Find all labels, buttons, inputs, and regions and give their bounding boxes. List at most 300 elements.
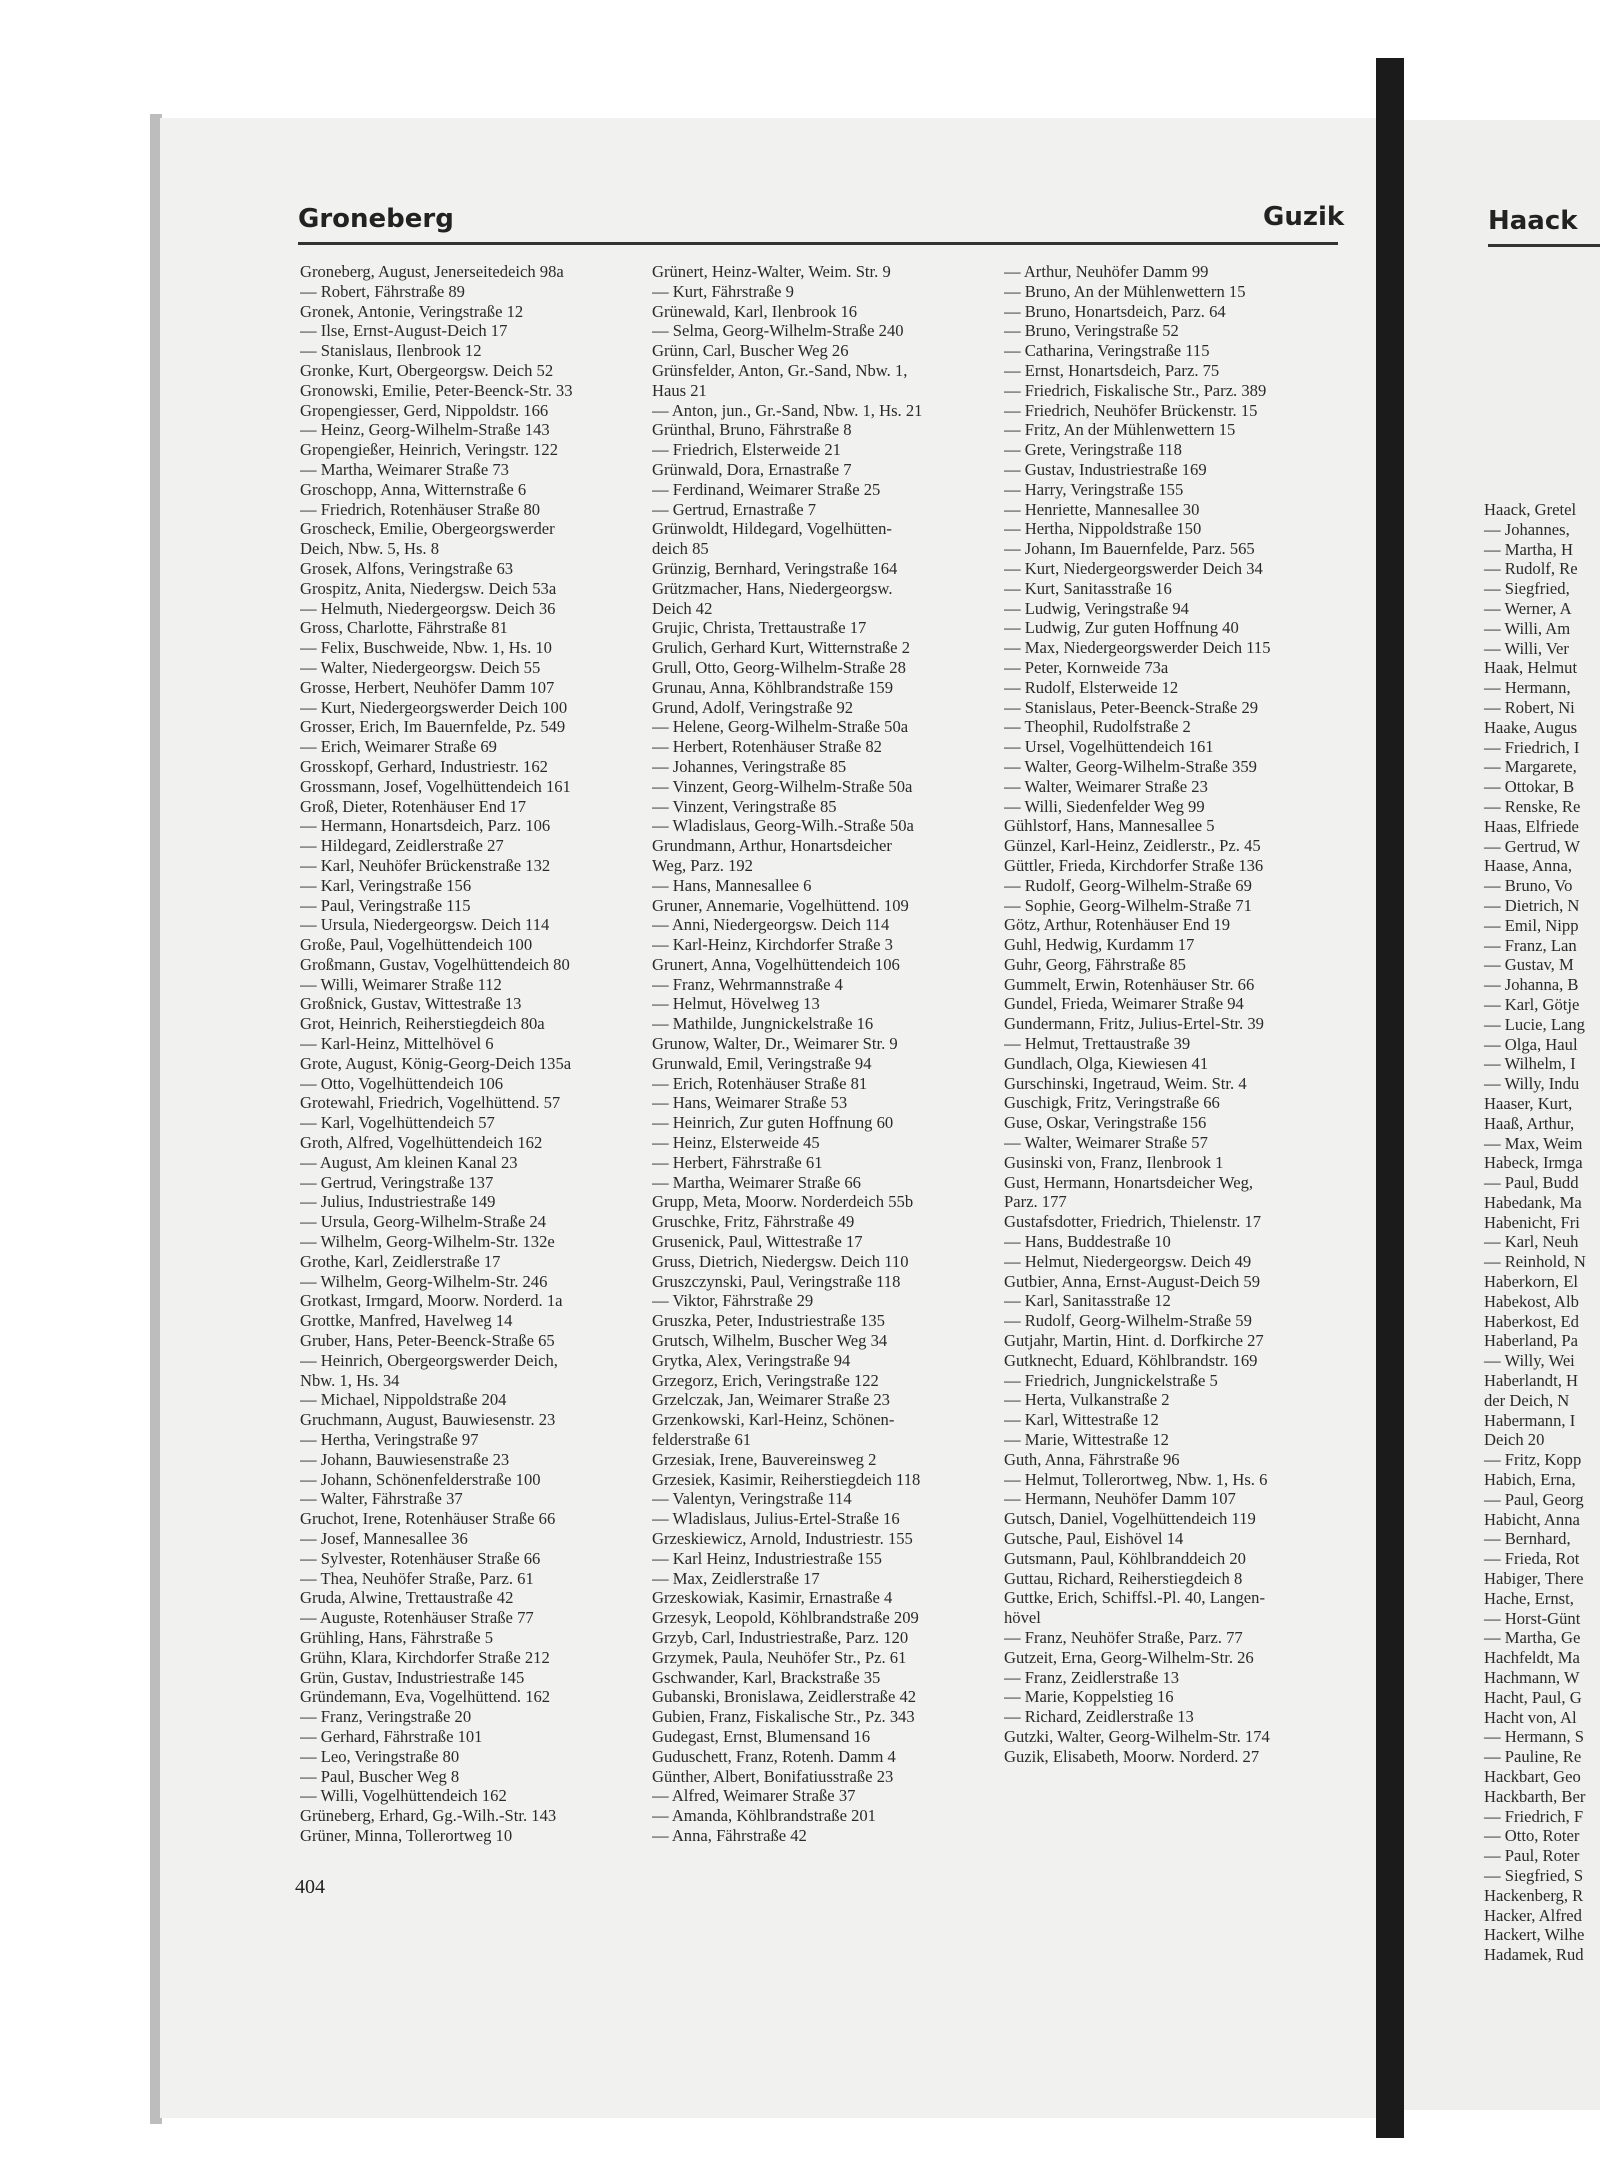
directory-entry: — Max, Weim [1484, 1133, 1583, 1153]
directory-entry: Grosek, Alfons, Veringstraße 63 [300, 558, 514, 578]
directory-entry: Guth, Anna, Fährstraße 96 [1004, 1449, 1180, 1469]
directory-entry: Grunwald, Emil, Veringstraße 94 [652, 1053, 872, 1073]
directory-entry: — Franz, Veringstraße 20 [300, 1707, 472, 1727]
directory-entry: Grünthal, Bruno, Fährstraße 8 [652, 420, 852, 440]
directory-entry: — Heinz, Georg-Wilhelm-Straße 143 [300, 420, 550, 440]
directory-entry: — Michael, Nippoldstraße 204 [300, 1390, 507, 1410]
directory-entry: Grunert, Anna, Vogelhüttendeich 106 [652, 954, 900, 974]
next-page-column [1484, 500, 1586, 1965]
directory-entry: Gubanski, Bronislawa, Zeidlerstraße 42 [652, 1687, 917, 1707]
directory-entry: — Olga, Haul [1484, 1034, 1578, 1054]
directory-entry: — Gertrud, W [1484, 836, 1581, 856]
directory-entry: Grünn, Carl, Buscher Weg 26 [652, 341, 849, 361]
directory-entry: — Bruno, Veringstraße 52 [1004, 321, 1179, 341]
directory-entry: Hacht von, Al [1484, 1707, 1577, 1727]
directory-entry: — Walter, Niedergeorgsw. Deich 55 [300, 657, 541, 677]
directory-entry: — Frieda, Rot [1484, 1549, 1580, 1569]
directory-entry: Guzik, Elisabeth, Moorw. Norderd. 27 [1004, 1746, 1260, 1766]
directory-entry: — Henriette, Mannesallee 30 [1004, 499, 1200, 519]
directory-entry: Haberlandt, H [1484, 1371, 1578, 1391]
directory-entry: — Horst-Günt [1484, 1608, 1581, 1628]
directory-entry: Groth, Alfred, Vogelhüttendeich 162 [300, 1133, 543, 1153]
directory-entry: Guse, Oskar, Veringstraße 156 [1004, 1113, 1207, 1133]
directory-entry: — Bruno, An der Mühlenwettern 15 [1004, 281, 1246, 301]
directory-entry: — Ilse, Ernst-August-Deich 17 [300, 321, 508, 341]
directory-entry: — Anni, Niedergeorgsw. Deich 114 [652, 915, 890, 935]
directory-entry: Guduschett, Franz, Rotenh. Damm 4 [652, 1746, 896, 1766]
next-page-header: Haack [1488, 206, 1578, 236]
directory-entry: — Fritz, An der Mühlenwettern 15 [1004, 420, 1236, 440]
directory-entry: Gruchot, Irene, Rotenhäuser Straße 66 [300, 1509, 556, 1529]
directory-entry: — Franz, Lan [1484, 935, 1577, 955]
directory-entry: Grot, Heinrich, Reiherstiegdeich 80a [300, 1014, 545, 1034]
directory-entry: Grull, Otto, Georg-Wilhelm-Straße 28 [652, 657, 906, 677]
directory-entry: — Gerhard, Fährstraße 101 [300, 1726, 483, 1746]
directory-entry: — Paul, Roter [1484, 1846, 1580, 1866]
directory-entry: Grote, August, König-Georg-Deich 135a [300, 1053, 572, 1073]
directory-entry: Haas, Elfriede [1484, 816, 1579, 836]
directory-entry: — Wilhelm, Georg-Wilhelm-Str. 132e [300, 1232, 555, 1252]
directory-entry: — Helmut, Niedergeorgsw. Deich 49 [1004, 1251, 1252, 1271]
directory-entry: — Werner, A [1484, 598, 1572, 618]
directory-entry: Grundmann, Arthur, Honartsdeicher [652, 836, 892, 856]
directory-entry: — Friedrich, Elsterweide 21 [652, 440, 841, 460]
directory-entry: Gutjahr, Martin, Hint. d. Dorfkirche 27 [1004, 1331, 1264, 1351]
directory-entry: Gudegast, Ernst, Blumensand 16 [652, 1726, 870, 1746]
directory-entry: — Felix, Buschweide, Nbw. 1, Hs. 10 [300, 638, 552, 658]
directory-entry: — Viktor, Fährstraße 29 [652, 1291, 814, 1311]
directory-entry: Gusinski von, Franz, Ilenbrook 1 [1004, 1152, 1224, 1172]
directory-entry: Güttler, Frieda, Kirchdorfer Straße 136 [1004, 855, 1264, 875]
next-page [1404, 120, 1600, 2110]
directory-entry: — Stanislaus, Peter-Beenck-Straße 29 [1004, 697, 1259, 717]
directory-entry: — Peter, Kornweide 73a [1004, 657, 1169, 677]
directory-entry: Gschwander, Karl, Brackstraße 35 [652, 1667, 881, 1687]
directory-entry: — Paul, Buscher Weg 8 [300, 1766, 460, 1786]
directory-entry: Hacker, Alfred [1484, 1905, 1582, 1925]
directory-entry: — Ursula, Niedergeorgsw. Deich 114 [300, 915, 550, 935]
directory-entry: Nbw. 1, Hs. 34 [300, 1370, 400, 1390]
directory-entry: Gühlstorf, Hans, Mannesallee 5 [1004, 816, 1215, 836]
directory-entry: — Helmut, Trettaustraße 39 [1004, 1034, 1191, 1054]
directory-entry: — Willy, Wei [1484, 1351, 1575, 1371]
directory-entry: — Friedrich, Jungnickelstraße 5 [1004, 1370, 1218, 1390]
directory-entry: — Fritz, Kopp [1484, 1450, 1582, 1470]
directory-entry: Groscheck, Emilie, Obergeorgswerder [300, 519, 555, 539]
directory-entry: Groneberg, August, Jenerseitedeich 98a [300, 262, 564, 281]
directory-entry: Grünsfelder, Anton, Gr.-Sand, Nbw. 1, [652, 360, 908, 380]
directory-entry: — Kurt, Niedergeorgswerder Deich 34 [1004, 558, 1263, 578]
directory-entry: — Hermann, Neuhöfer Damm 107 [1004, 1489, 1236, 1509]
directory-entry: — Otto, Roter [1484, 1826, 1580, 1846]
directory-entry: — Ursel, Vogelhüttendeich 161 [1004, 737, 1214, 757]
directory-entry: Grotewahl, Friedrich, Vogelhüttend. 57 [300, 1093, 561, 1113]
directory-entry: — Ernst, Honartsdeich, Parz. 75 [1004, 360, 1220, 380]
directory-entry: — Walter, Weimarer Straße 57 [1004, 1133, 1208, 1153]
directory-entry: Habicht, Anna [1484, 1509, 1580, 1529]
directory-entry: Großmann, Gustav, Vogelhüttendeich 80 [300, 954, 570, 974]
directory-entry: Weg, Parz. 192 [652, 855, 753, 875]
directory-entry: — Robert, Fährstraße 89 [300, 281, 465, 301]
directory-entry: — Sophie, Georg-Wilhelm-Straße 71 [1004, 895, 1252, 915]
directory-entry: Haberkost, Ed [1484, 1311, 1579, 1331]
directory-entry: Gutzeit, Erna, Georg-Wilhelm-Str. 26 [1004, 1647, 1254, 1667]
directory-entry: Guhr, Georg, Fährstraße 85 [1004, 954, 1186, 974]
directory-entry: Deich 20 [1484, 1430, 1545, 1450]
directory-entry: — Margarete, [1484, 757, 1577, 777]
directory-entry: Guschigk, Fritz, Veringstraße 66 [1004, 1093, 1220, 1113]
directory-entry: Hackenberg, R [1484, 1885, 1584, 1905]
directory-entry: — Rudolf, Re [1484, 559, 1578, 579]
directory-entry: — Johann, Bauwiesenstraße 23 [300, 1449, 510, 1469]
directory-entry: — Johanna, B [1484, 975, 1579, 995]
directory-entry: Grupp, Meta, Moorw. Norderdeich 55b [652, 1192, 914, 1212]
directory-entry: — Gustav, M [1484, 955, 1574, 975]
directory-entry: Hachfeldt, Ma [1484, 1648, 1580, 1668]
directory-entry: Habeck, Irmga [1484, 1153, 1583, 1173]
directory-entry: Grühn, Klara, Kirchdorfer Straße 212 [300, 1647, 550, 1667]
directory-entry: — Kurt, Sanitasstraße 16 [1004, 578, 1172, 598]
directory-entry: — Franz, Neuhöfer Straße, Parz. 77 [1004, 1627, 1243, 1647]
directory-entry: — Friedrich, Fiskalische Str., Parz. 389 [1004, 380, 1267, 400]
directory-entry: — Herbert, Rotenhäuser Straße 82 [652, 737, 882, 757]
directory-entry: — Bernhard, [1484, 1529, 1571, 1549]
header-right-keyword: Guzik [1263, 202, 1345, 232]
directory-entry: Hadamek, Rud [1484, 1945, 1584, 1965]
directory-entry: Grzesiak, Irene, Bauvereinsweg 2 [652, 1449, 877, 1469]
directory-entry: Haak, Helmut [1484, 658, 1578, 678]
directory-entry: Götz, Arthur, Rotenhäuser End 19 [1004, 915, 1231, 935]
directory-entry: — Sylvester, Rotenhäuser Straße 66 [300, 1548, 541, 1568]
directory-entry: Gronek, Antonie, Veringstraße 12 [300, 301, 524, 321]
directory-entry: Große, Paul, Vogelhüttendeich 100 [300, 935, 533, 955]
directory-entry: Gruszka, Peter, Industriestraße 135 [652, 1311, 885, 1331]
directory-entry: Gundermann, Fritz, Julius-Ertel-Str. 39 [1004, 1014, 1264, 1034]
directory-entry: — Wladislaus, Julius-Ertel-Straße 16 [652, 1509, 900, 1529]
directory-entry: Grujic, Christa, Trettaustraße 17 [652, 618, 867, 638]
directory-entry: Haake, Augus [1484, 717, 1578, 737]
directory-entry: Habekost, Alb [1484, 1291, 1579, 1311]
directory-entry: Hacht, Paul, G [1484, 1687, 1582, 1707]
directory-entry: — Harry, Veringstraße 155 [1004, 479, 1184, 499]
directory-entry: Gutbier, Anna, Ernst-August-Deich 59 [1004, 1271, 1261, 1291]
directory-entry: Gruner, Annemarie, Vogelhüttend. 109 [652, 895, 909, 915]
directory-entry: — Karl, Neuh [1484, 1232, 1579, 1252]
directory-entry: — Herta, Vulkanstraße 2 [1004, 1390, 1170, 1410]
directory-entry: Gust, Hermann, Honartsdeicher Weg, [1004, 1172, 1254, 1192]
directory-entry: — Otto, Vogelhüttendeich 106 [300, 1073, 504, 1093]
directory-entry: Grünwoldt, Hildegard, Vogelhütten- [652, 519, 892, 539]
directory-entry: — Karl, Wittestraße 12 [1004, 1410, 1159, 1430]
directory-entry: — Karl Heinz, Industriestraße 155 [652, 1548, 882, 1568]
directory-entry: — Walter, Fährstraße 37 [300, 1489, 463, 1509]
directory-entry: — Johannes, [1484, 519, 1570, 539]
directory-entry: Habermann, I [1484, 1410, 1576, 1430]
directory-entry: Gundel, Frieda, Weimarer Straße 94 [1004, 994, 1244, 1014]
directory-entry: — Friedrich, I [1484, 737, 1580, 757]
directory-entry: — Amanda, Köhlbrandstraße 201 [652, 1806, 876, 1826]
directory-entry: Gutsche, Paul, Eishövel 14 [1004, 1529, 1184, 1548]
directory-entry: — Willi, Weimarer Straße 112 [300, 974, 502, 994]
directory-entry: Groschopp, Anna, Witternstraße 6 [300, 479, 527, 499]
directory-entry: Grühling, Hans, Fährstraße 5 [300, 1627, 494, 1647]
directory-entry: — Thea, Neuhöfer Straße, Parz. 61 [300, 1568, 534, 1588]
directory-entry: — Karl, Götje [1484, 994, 1580, 1014]
directory-entry: Grossmann, Josef, Vogelhüttendeich 161 [300, 776, 571, 796]
directory-entry: — Max, Zeidlerstraße 17 [652, 1568, 820, 1588]
directory-entry: Guttau, Richard, Reiherstiegdeich 8 [1004, 1568, 1243, 1588]
directory-entry: Günther, Albert, Bonifatiusstraße 23 [652, 1766, 894, 1786]
directory-entry: — Gertrud, Ernastraße 7 [652, 499, 817, 519]
directory-entry: — Robert, Ni [1484, 697, 1575, 717]
directory-entry: Grützmacher, Hans, Niedergeorgsw. [652, 578, 893, 598]
directory-entry: — Valentyn, Veringstraße 114 [652, 1489, 852, 1509]
directory-entry: Grund, Adolf, Veringstraße 92 [652, 697, 854, 717]
directory-entry: — Selma, Georg-Wilhelm-Straße 240 [652, 321, 904, 341]
directory-entry: Parz. 177 [1004, 1192, 1067, 1212]
directory-entry: — Leo, Veringstraße 80 [300, 1746, 460, 1766]
directory-entry: Hachmann, W [1484, 1668, 1580, 1688]
directory-entry: — Siegfried, [1484, 579, 1570, 599]
directory-entry: — Mathilde, Jungnickelstraße 16 [652, 1014, 874, 1034]
directory-entry: Grutsch, Wilhelm, Buscher Weg 34 [652, 1331, 888, 1351]
directory-entry: Haack, Gretel [1484, 500, 1577, 519]
next-page-header-rule [1488, 244, 1600, 247]
directory-entry: Gronke, Kurt, Obergeorgsw. Deich 52 [300, 360, 554, 380]
directory-entry: Grunow, Walter, Dr., Weimarer Str. 9 [652, 1034, 898, 1054]
directory-entry: — Gustav, Industriestraße 169 [1004, 459, 1207, 479]
directory-entry: — Max, Niedergeorgswerder Deich 115 [1004, 638, 1271, 658]
column-2 [652, 262, 992, 1846]
directory-entry: Hackbart, Geo [1484, 1767, 1581, 1786]
directory-entry: Grünzig, Bernhard, Veringstraße 164 [652, 558, 898, 578]
directory-entry: — Hermann, Honartsdeich, Parz. 106 [300, 816, 551, 836]
directory-entry: — Dietrich, N [1484, 895, 1580, 915]
directory-entry: — Alfred, Weimarer Straße 37 [652, 1786, 856, 1806]
directory-entry: — Reinhold, N [1484, 1252, 1586, 1272]
directory-entry: — Karl-Heinz, Kirchdorfer Straße 3 [652, 935, 893, 955]
directory-entry: — Johann, Schönenfelderstraße 100 [300, 1469, 541, 1489]
directory-entry: — Anton, jun., Gr.-Sand, Nbw. 1, Hs. 21 [652, 400, 923, 420]
directory-entry: — Siegfried, S [1484, 1865, 1584, 1885]
directory-entry: — Walter, Weimarer Straße 23 [1004, 776, 1208, 796]
directory-entry: Gutknecht, Eduard, Köhlbrandstr. 169 [1004, 1350, 1258, 1370]
directory-entry: — Herbert, Fährstraße 61 [652, 1152, 823, 1172]
directory-entry: — Catharina, Veringstraße 115 [1004, 341, 1210, 361]
directory-entry: Haaser, Kurt, [1484, 1093, 1573, 1113]
directory-entry: Gruszczynski, Paul, Veringstraße 118 [652, 1271, 901, 1291]
directory-entry: — Hildegard, Zeidlerstraße 27 [300, 836, 504, 856]
directory-entry: — Emil, Nipp [1484, 915, 1579, 935]
directory-entry: Grosser, Erich, Im Bauernfelde, Pz. 549 [300, 717, 566, 737]
directory-entry: Grzymek, Paula, Neuhöfer Str., Pz. 61 [652, 1647, 907, 1667]
directory-entry: Haase, Anna, [1484, 856, 1573, 876]
directory-entry: Hache, Ernst, [1484, 1588, 1574, 1608]
directory-entry: Gropengießer, Heinrich, Veringstr. 122 [300, 440, 559, 460]
directory-entry: Gross, Charlotte, Fährstraße 81 [300, 618, 508, 638]
directory-entry: — Hans, Buddestraße 10 [1004, 1232, 1171, 1252]
directory-entry: — Walter, Georg-Wilhelm-Straße 359 [1004, 756, 1257, 776]
directory-entry: — Willi, Siedenfelder Weg 99 [1004, 796, 1205, 816]
directory-entry: — Ferdinand, Weimarer Straße 25 [652, 479, 881, 499]
header-left-keyword: Groneberg [298, 204, 454, 234]
directory-entry: — Erich, Rotenhäuser Straße 81 [652, 1073, 868, 1093]
directory-entry: — Stanislaus, Ilenbrook 12 [300, 341, 482, 361]
directory-entry: — Ursula, Georg-Wilhelm-Straße 24 [300, 1212, 547, 1232]
directory-entry: — Hertha, Nippoldstraße 150 [1004, 519, 1202, 539]
directory-entry: — Kurt, Niedergeorgswerder Deich 100 [300, 697, 568, 717]
directory-entry: — Arthur, Neuhöfer Damm 99 [1004, 262, 1209, 281]
directory-entry: Deich, Nbw. 5, Hs. 8 [300, 539, 440, 559]
directory-entry: Habedank, Ma [1484, 1192, 1582, 1212]
directory-entry: Haberkorn, El [1484, 1272, 1578, 1292]
directory-entry: Gurschinski, Ingetraud, Weim. Str. 4 [1004, 1073, 1247, 1093]
directory-entry: — Vinzent, Veringstraße 85 [652, 796, 837, 816]
directory-entry: — Rudolf, Georg-Wilhelm-Straße 69 [1004, 875, 1252, 895]
directory-entry: — Rudolf, Elsterweide 12 [1004, 677, 1179, 697]
directory-entry: Grosskopf, Gerhard, Industriestr. 162 [300, 756, 548, 776]
directory-entry: Grüneberg, Erhard, Gg.-Wilh.-Str. 143 [300, 1806, 557, 1826]
directory-entry: Gronowski, Emilie, Peter-Beenck-Str. 33 [300, 380, 573, 400]
directory-entry: — Auguste, Rotenhäuser Straße 77 [300, 1608, 534, 1628]
directory-entry: — Hans, Weimarer Straße 53 [652, 1093, 848, 1113]
directory-entry: — Paul, Veringstraße 115 [300, 895, 471, 915]
directory-entry: — Helmut, Tollerortweg, Nbw. 1, Hs. 6 [1004, 1469, 1268, 1489]
directory-entry: Gründemann, Eva, Vogelhüttend. 162 [300, 1687, 551, 1707]
directory-entry: Gruchmann, August, Bauwiesenstr. 23 [300, 1410, 556, 1430]
directory-entry: Deich 42 [652, 598, 713, 618]
directory-entry: Guttke, Erich, Schiffsl.-Pl. 40, Langen- [1004, 1588, 1265, 1608]
directory-entry: Habiger, There [1484, 1569, 1584, 1589]
column-1 [300, 262, 630, 1846]
directory-entry: Grospitz, Anita, Niedergsw. Deich 53a [300, 578, 557, 598]
directory-entry: Großnick, Gustav, Wittestraße 13 [300, 994, 522, 1014]
directory-entry: Gutzki, Walter, Georg-Wilhelm-Str. 174 [1004, 1726, 1270, 1746]
directory-entry: der Deich, N [1484, 1390, 1570, 1410]
directory-entry: — Willi, Vogelhüttendeich 162 [300, 1786, 507, 1806]
directory-entry: Gustafsdotter, Friedrich, Thielenstr. 17 [1004, 1212, 1262, 1232]
directory-entry: — Karl, Neuhöfer Brückenstraße 132 [300, 855, 551, 875]
column-3 [1004, 262, 1342, 1767]
directory-entry: Gutsmann, Paul, Köhlbranddeich 20 [1004, 1548, 1246, 1568]
directory-entry: — Franz, Zeidlerstraße 13 [1004, 1667, 1180, 1687]
directory-entry: felderstraße 61 [652, 1430, 752, 1450]
directory-entry: — Renske, Re [1484, 796, 1581, 816]
directory-entry: — Erich, Weimarer Straße 69 [300, 737, 497, 757]
directory-entry: — Johann, Im Bauernfelde, Parz. 565 [1004, 539, 1255, 559]
directory-entry: — Heinrich, Obergeorgswerder Deich, [300, 1350, 558, 1370]
directory-entry: Habenicht, Fri [1484, 1212, 1580, 1232]
directory-entry: Grünert, Heinz-Walter, Weim. Str. 9 [652, 262, 891, 281]
directory-entry: — Ludwig, Veringstraße 94 [1004, 598, 1189, 618]
directory-entry: — Wladislaus, Georg-Wilh.-Straße 50a [652, 816, 914, 836]
directory-entry: — Johannes, Veringstraße 85 [652, 756, 847, 776]
directory-entry: — Paul, Georg [1484, 1489, 1584, 1509]
book-gutter [1376, 58, 1404, 2138]
directory-entry: Gropengiesser, Gerd, Nippoldstr. 166 [300, 400, 549, 420]
directory-entry: Grulich, Gerhard Kurt, Witternstraße 2 [652, 638, 910, 658]
directory-entry: — Friedrich, F [1484, 1806, 1584, 1826]
directory-entry: — Wilhelm, Georg-Wilhelm-Str. 246 [300, 1271, 548, 1291]
directory-entry: Grzegorz, Erich, Veringstraße 122 [652, 1370, 879, 1390]
directory-entry: — August, Am kleinen Kanal 23 [300, 1152, 518, 1172]
directory-entry: Haus 21 [652, 380, 707, 400]
directory-entry: Grzenkowski, Karl-Heinz, Schönen- [652, 1410, 895, 1430]
directory-entry: — Ludwig, Zur guten Hoffnung 40 [1004, 618, 1239, 638]
directory-entry: Habich, Erna, [1484, 1470, 1576, 1490]
directory-entry: — Ottokar, B [1484, 777, 1575, 797]
header-rule [298, 242, 1338, 245]
directory-entry: — Karl-Heinz, Mittelhövel 6 [300, 1034, 494, 1054]
directory-entry: Grothe, Karl, Zeidlerstraße 17 [300, 1251, 501, 1271]
directory-entry: — Friedrich, Rotenhäuser Straße 80 [300, 499, 541, 519]
directory-entry: Hackbarth, Ber [1484, 1786, 1586, 1806]
directory-entry: — Vinzent, Georg-Wilhelm-Straße 50a [652, 776, 913, 796]
directory-entry: Grunau, Anna, Köhlbrandstraße 159 [652, 677, 894, 697]
directory-entry: Haberland, Pa [1484, 1331, 1578, 1351]
directory-entry: — Paul, Budd [1484, 1173, 1579, 1193]
directory-entry: Grosse, Herbert, Neuhöfer Damm 107 [300, 677, 555, 697]
page-number: 404 [295, 1876, 325, 1898]
directory-entry: — Willi, Ver [1484, 638, 1569, 658]
directory-entry: — Richard, Zeidlerstraße 13 [1004, 1707, 1194, 1727]
directory-entry: Groß, Dieter, Rotenhäuser End 17 [300, 796, 527, 816]
directory-entry: Grzesiek, Kasimir, Reiherstiegdeich 118 [652, 1469, 921, 1489]
directory-entry: Gubien, Franz, Fiskalische Str., Pz. 343 [652, 1707, 915, 1727]
directory-entry: — Theophil, Rudolfstraße 2 [1004, 717, 1191, 737]
directory-entry: Grüner, Minna, Tollerortweg 10 [300, 1825, 513, 1845]
directory-entry: Gruber, Hans, Peter-Beenck-Straße 65 [300, 1331, 555, 1351]
directory-entry: — Grete, Veringstraße 118 [1004, 440, 1182, 460]
directory-entry: Grusenick, Paul, Wittestraße 17 [652, 1232, 863, 1252]
directory-entry: — Hermann, S [1484, 1727, 1585, 1747]
directory-entry: Guhl, Hedwig, Kurdamm 17 [1004, 935, 1195, 955]
directory-entry: Grün, Gustav, Industriestraße 145 [300, 1667, 525, 1687]
directory-entry: — Kurt, Fährstraße 9 [652, 281, 794, 301]
directory-entry: Grünwald, Dora, Ernastraße 7 [652, 459, 852, 479]
directory-entry: — Julius, Industriestraße 149 [300, 1192, 496, 1212]
directory-entry: — Pauline, Re [1484, 1747, 1582, 1767]
directory-entry: hövel [1004, 1608, 1041, 1628]
directory-entry: Gruss, Dietrich, Niedergsw. Deich 110 [652, 1251, 909, 1271]
directory-entry: — Martha, H [1484, 539, 1573, 559]
directory-entry: — Marie, Wittestraße 12 [1004, 1430, 1169, 1450]
directory-entry: Grotkast, Irmgard, Moorw. Norderd. 1a [300, 1291, 563, 1311]
directory-entry: Grzeskiewicz, Arnold, Industriestr. 155 [652, 1529, 913, 1548]
directory-entry: — Martha, Weimarer Straße 66 [652, 1172, 861, 1192]
directory-entry: — Martha, Weimarer Straße 73 [300, 459, 509, 479]
directory-entry: — Marie, Koppelstieg 16 [1004, 1687, 1174, 1707]
directory-entry: — Rudolf, Georg-Wilhelm-Straße 59 [1004, 1311, 1252, 1331]
directory-entry: Günzel, Karl-Heinz, Zeidlerstr., Pz. 45 [1004, 836, 1261, 856]
directory-entry: — Friedrich, Neuhöfer Brückenstr. 15 [1004, 400, 1258, 420]
directory-entry: — Hertha, Veringstraße 97 [300, 1430, 479, 1450]
directory-entry: Grytka, Alex, Veringstraße 94 [652, 1350, 851, 1370]
directory-entry: Grzeskowiak, Kasimir, Ernastraße 4 [652, 1588, 893, 1608]
directory-entry: — Franz, Wehrmannstraße 4 [652, 974, 843, 994]
directory-entry: — Martha, Ge [1484, 1628, 1581, 1648]
directory-entry: — Willy, Indu [1484, 1074, 1580, 1094]
directory-entry: — Helmut, Hövelweg 13 [652, 994, 820, 1014]
directory-entry: Hackert, Wilhe [1484, 1925, 1585, 1945]
directory-entry: — Karl, Sanitasstraße 12 [1004, 1291, 1171, 1311]
directory-entry: Gutsch, Daniel, Vogelhüttendeich 119 [1004, 1509, 1256, 1529]
directory-entry: Grzesyk, Leopold, Köhlbrandstraße 209 [652, 1608, 919, 1628]
directory-entry: — Heinz, Elsterweide 45 [652, 1133, 820, 1153]
directory-entry: — Helmuth, Niedergeorgsw. Deich 36 [300, 598, 556, 618]
directory-entry: — Hermann, [1484, 678, 1571, 698]
directory-entry: — Bruno, Honartsdeich, Parz. 64 [1004, 301, 1226, 321]
